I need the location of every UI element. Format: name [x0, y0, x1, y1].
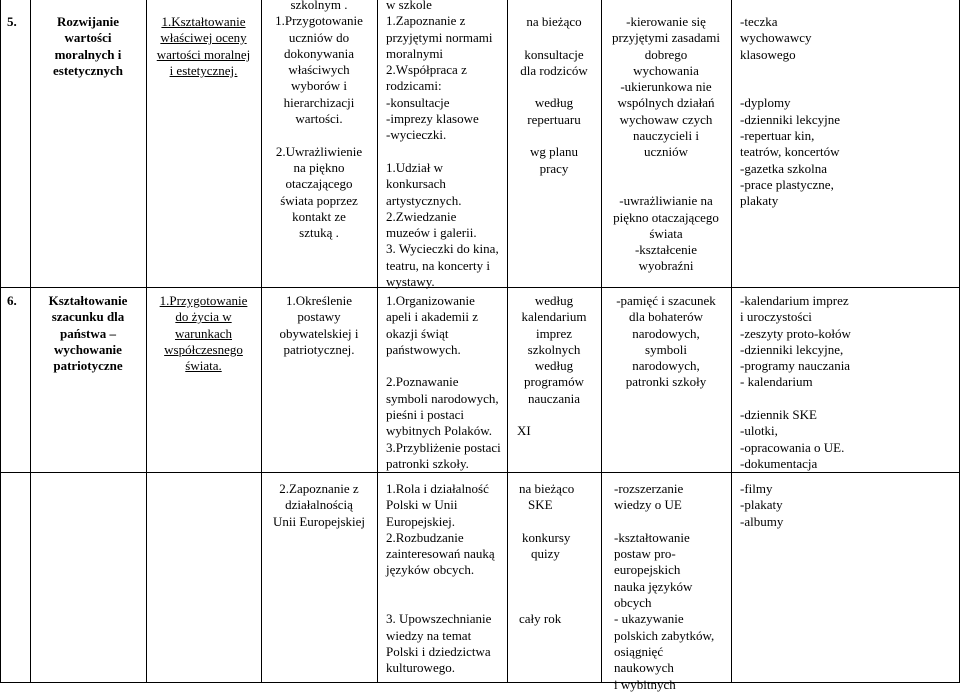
row-7-time: na bieżąco SKE konkursy quizy cały rok: [519, 481, 575, 627]
row-6-effects: -pamięć i szacunek dla bohaterów narodowych, symboli narodowych, patronki szkoły: [616, 293, 716, 390]
row-5-area: Rozwijanie wartości moralnych i estetycznych: [52, 14, 124, 78]
row-6-time: według kalendarium imprez szkolnych według programów nauczania XI: [517, 293, 587, 439]
row-7-forms: 1.Rola i działalność Polski w Unii Europejskiej. 2.Rozbudzanie zainteresowań nauką języków obcych. 3. Upowszechnianie wiedzy na temat Polski i dziedzictwa kulturowego.: [386, 481, 495, 676]
row-7-documentation: -filmy -plakaty -albumy: [740, 481, 784, 529]
row-6-goal: 1.Przygotowanie do życia w warunkach współczesnego świata.: [159, 293, 248, 374]
row-6-area: Kształtowanie szacunku dla państwa – wychowanie patriotyczne: [48, 293, 128, 374]
row-6-forms: 1.Organizowanie apeli i akademii z okazji świąt państwowych. 2.Poznawanie symboli narodowych, pieśni i postaci wybitnych Polaków. 3.Przybliżenie postaci patronki szkoły.: [386, 293, 501, 471]
row-5-goal: 1.Kształtowanie właściwej oceny wartości moralnej i estetycznej.: [156, 14, 251, 78]
row-5-number: 5.: [7, 14, 17, 29]
row-5-forms: w szkole 1.Zapoznanie z przyjętymi normami moralnymi 2.Współpraca z rodzicami: -konsultacje -imprezy klasowe -wycieczki. 1.Udział w konkursach artystycznych. 2.Zwiedzanie muzeów i galerii. 3. Wycieczki do kina, teatru, na koncerty i wystawy.: [386, 0, 499, 290]
row-5-tasks: szkolnym . 1.Przygotowanie uczniów do dokonywania właściwych wyborów i hierarchizacji wartości. 2.Uwrażliwienie na piękno otaczającego świata poprzez kontakt ze sztuką .: [275, 0, 363, 241]
row-7-effects: -rozszerzanie wiedzy o UE -kształtowanie postaw pro- europejskich nauka języków obcych - ukazywanie polskich zabytków, osiągnięć naukowych i wybitnych: [614, 481, 715, 692]
row-5-time: na bieżąco konsultacje dla rodziców według repertuaru wg planu pracy: [520, 14, 588, 176]
row-5-effects: -kierowanie się przyjętymi zasadami dobrego wychowania -ukierunkowa nie wspólnych działań wychowaw czych nauczycieli i uczniów -uwrażliwianie na piękno otaczającego świata -kształcenie wyobraźni: [612, 14, 720, 274]
row-6-documentation: -kalendarium imprez i uroczystości -zeszyty proto-kołów -dzienniki lekcyjne, -programy nauczania - kalendarium -dziennik SKE -ulotki, -opracowania o UE. -dokumentacja: [740, 293, 851, 471]
row-5-documentation: -teczka wychowawcy klasowego -dyplomy -dzienniki lekcyjne -repertuar kin, teatrów, koncertów -gazetka szkolna -prace plastyczne, plakaty: [740, 14, 840, 209]
row-6-tasks: 1.Określenie postawy obywatelskiej i patriotycznej.: [279, 293, 359, 357]
row-6-number: 6.: [7, 293, 17, 308]
row-7-tasks: 2.Zapoznanie z działalnością Unii Europejskiej: [272, 481, 366, 529]
